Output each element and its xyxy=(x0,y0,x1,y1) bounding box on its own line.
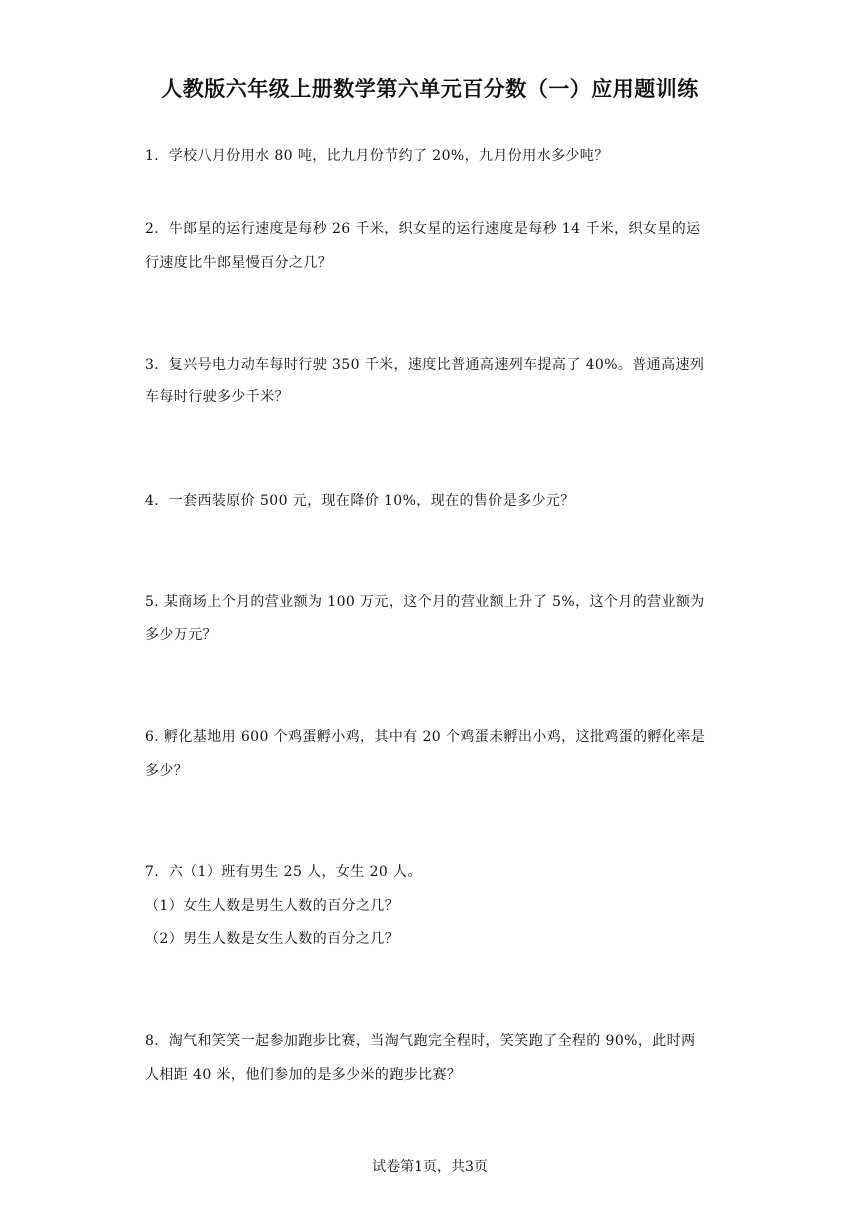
page-title: 人教版六年级上册数学第六单元百分数（一）应用题训练 xyxy=(161,77,699,101)
question-6-line-1: 6. 孵化基地用 600 个鸡蛋孵小鸡，其中有 20 个鸡蛋未孵出小鸡，这批鸡蛋的孵化率是 xyxy=(145,729,706,745)
question-3-line-1: 3．复兴号电力动车每时行驶 350 千米，速度比普通高速列车提高了 40%。普通高速列 xyxy=(145,357,705,373)
question-2-line-1: 2．牛郎星的运行速度是每秒 26 千米，织女星的运行速度是每秒 14 千米，织女星的运 xyxy=(145,221,701,237)
question-7-subquestion-1: （1）女生人数是男生人数的百分之几？ xyxy=(145,898,400,914)
question-3-line-2: 车每时行驶多少千米？ xyxy=(145,389,289,405)
question-4-line-1: 4．一套西装原价 500 元，现在降价 10%，现在的售价是多少元？ xyxy=(145,493,575,509)
question-8-line-1: 8．淘气和笑笑一起参加跑步比赛，当淘气跑完全程时，笑笑跑了全程的 90%，此时两 xyxy=(145,1033,696,1049)
question-5-line-1: 5. 某商场上个月的营业额为 100 万元，这个月的营业额上升了 5%，这个月的营业额为 xyxy=(145,594,705,610)
question-5-line-2: 多少万元？ xyxy=(145,627,217,643)
page-footer: 试卷第1页，共3页 xyxy=(372,1159,488,1175)
question-1-line-1: 1．学校八月份用水 80 吨，比九月份节约了 20%，九月份用水多少吨？ xyxy=(145,148,609,164)
question-6-line-2: 多少？ xyxy=(145,763,189,779)
question-2-line-2: 行速度比牛郎星慢百分之几？ xyxy=(145,255,333,271)
question-7-subquestion-2: （2）男生人数是女生人数的百分之几？ xyxy=(145,931,400,947)
question-7-line-1: 7．六（1）班有男生 25 人，女生 20 人。 xyxy=(145,864,422,880)
question-8-line-2: 人相距 40 米，他们参加的是多少米的跑步比赛？ xyxy=(145,1067,462,1083)
